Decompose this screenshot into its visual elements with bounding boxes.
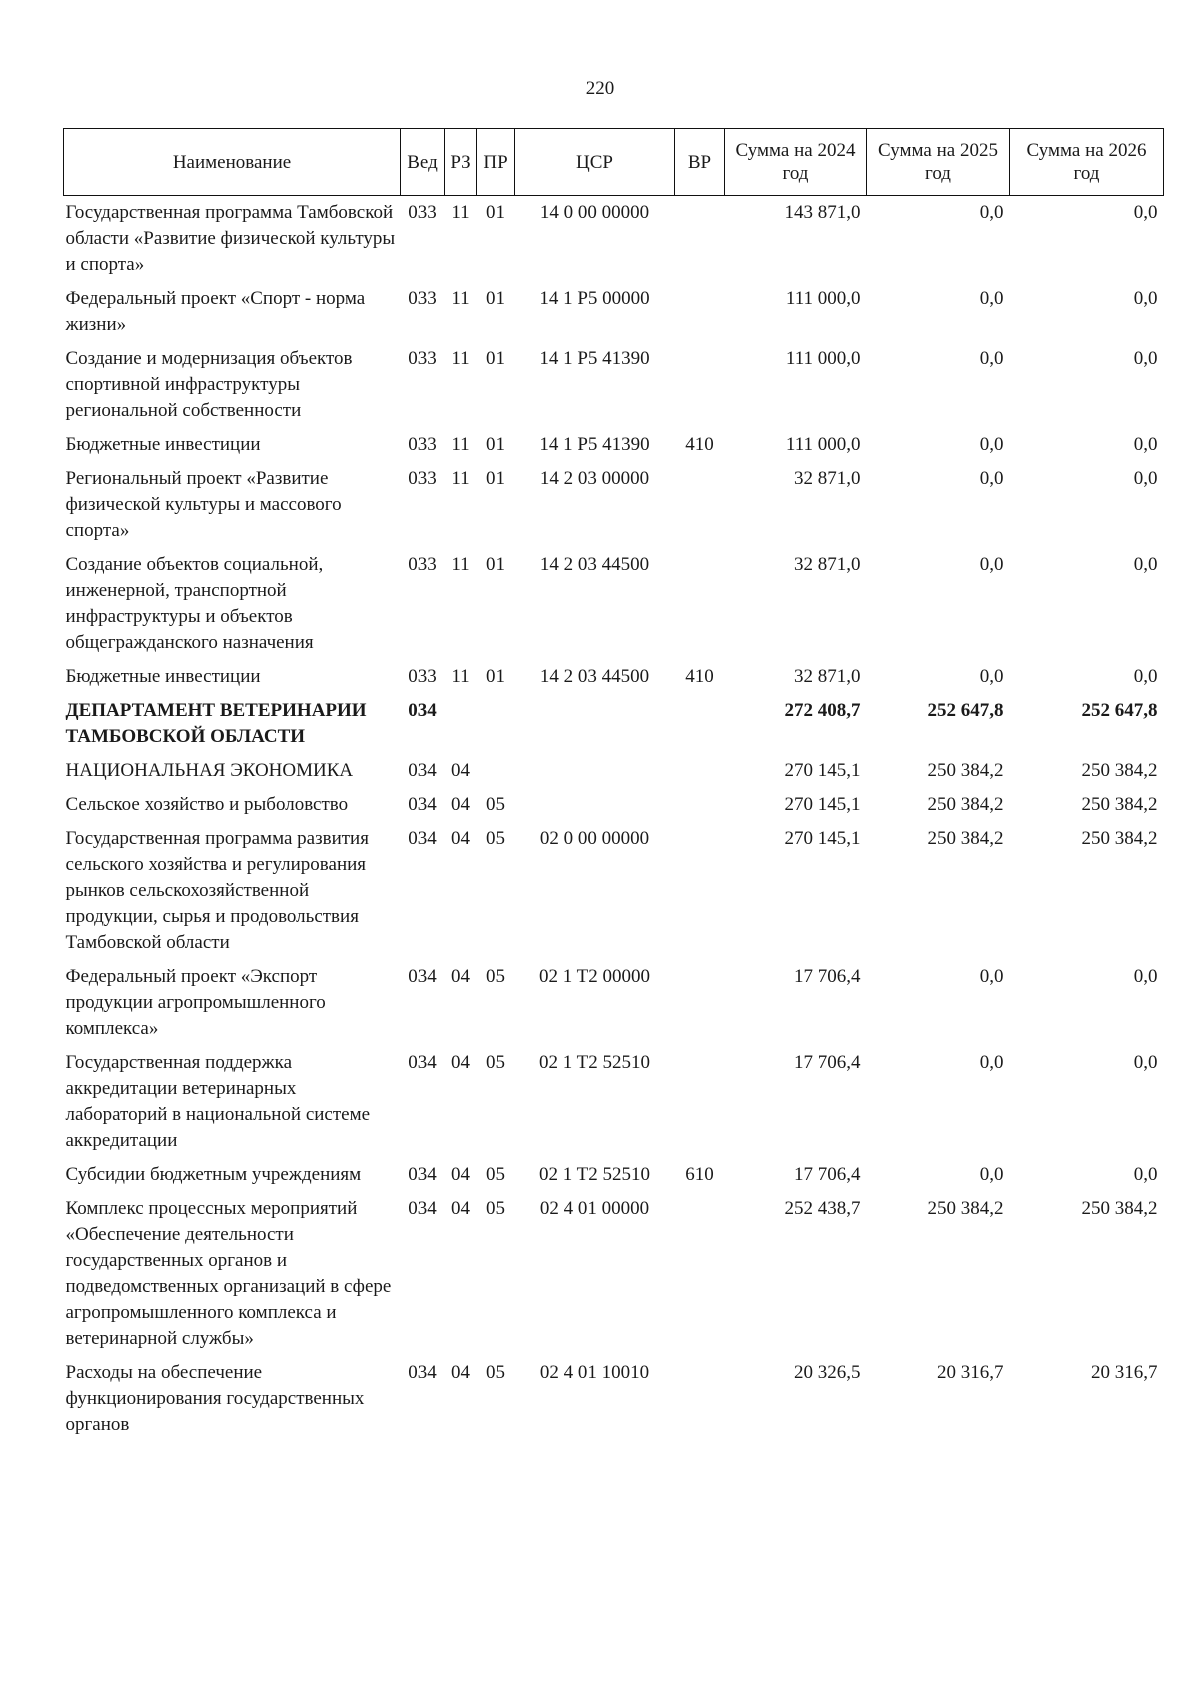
cell-rz: 11: [451, 434, 470, 455]
cell-ved: 034: [408, 1164, 437, 1185]
cell-csr: 02 1 T2 00000: [538, 966, 650, 987]
cell-name: Расходы на обеспечение функционирования государственных органов: [65, 1362, 365, 1435]
header-sum-2025: Сумма на 2025 год: [867, 129, 1010, 196]
header-name: Наименование: [64, 129, 401, 196]
cell-sum-2026: 252 647,8: [1081, 700, 1158, 721]
cell-csr: 14 1 P5 41390: [539, 434, 650, 455]
cell-sum-2025: 250 384,2: [927, 1198, 1004, 1219]
cell-rz: 04: [451, 794, 470, 815]
cell-rz: 11: [451, 288, 470, 309]
cell-csr: 02 4 01 10010: [539, 1362, 650, 1383]
cell-name: ДЕПАРТАМЕНТ ВЕТЕРИНАРИИ ТАМБОВСКОЙ ОБЛАСТИ: [65, 700, 367, 747]
cell-pr: 05: [486, 1198, 505, 1219]
cell-sum-2024: 111 000,0: [785, 348, 861, 369]
cell-ved: 033: [408, 666, 437, 687]
cell-ved: 034: [408, 828, 437, 849]
cell-ved: 033: [408, 288, 437, 309]
cell-name: Сельское хозяйство и рыболовство: [65, 794, 349, 815]
cell-rz: 04: [451, 828, 470, 849]
cell-ved: 034: [408, 700, 437, 721]
cell-sum-2025: 0,0: [979, 554, 1004, 575]
cell-sum-2025: 0,0: [979, 348, 1004, 369]
cell-ved: 033: [408, 468, 437, 489]
header-ved: Вед: [401, 129, 445, 196]
table-row: [64, 1192, 1164, 1356]
cell-sum-2024: 111 000,0: [785, 434, 861, 455]
cell-vr: [675, 1192, 725, 1356]
cell-rz: 04: [451, 1164, 470, 1185]
cell-pr: 01: [486, 666, 505, 687]
cell-sum-2024: 17 706,4: [794, 966, 861, 987]
cell-sum-2026: 0,0: [1133, 1052, 1158, 1073]
cell-rz: 04: [451, 1052, 470, 1073]
cell-csr: 02 1 T2 52510: [538, 1052, 650, 1073]
cell-csr: 14 2 03 00000: [539, 468, 650, 489]
table-body: [64, 196, 1164, 1443]
cell-pr: 01: [486, 434, 505, 455]
cell-csr: 14 2 03 44500: [539, 666, 650, 687]
table-row: [64, 428, 1164, 462]
cell-csr: 02 4 01 00000: [539, 1198, 650, 1219]
cell-vr: [675, 282, 725, 342]
cell-sum-2026: 0,0: [1133, 554, 1158, 575]
cell-sum-2026: 0,0: [1133, 434, 1158, 455]
table-row: [64, 822, 1164, 960]
cell-csr: 14 0 00 00000: [539, 202, 650, 223]
cell-sum-2025: 252 647,8: [927, 700, 1004, 721]
cell-vr: [675, 462, 725, 548]
cell-vr: 410: [685, 434, 714, 455]
cell-rz: 04: [451, 1198, 470, 1219]
cell-ved: 034: [408, 1198, 437, 1219]
cell-rz: 04: [451, 760, 470, 781]
page-number: 220: [585, 78, 615, 99]
cell-sum-2026: 0,0: [1133, 966, 1158, 987]
cell-rz: 11: [451, 666, 470, 687]
cell-vr: [675, 342, 725, 428]
cell-vr: [675, 548, 725, 660]
cell-vr: [675, 1356, 725, 1442]
cell-name: Государственная поддержка аккредитации ветеринарных лабораторий в национальной системе аккредитации: [65, 1052, 371, 1151]
cell-sum-2025: 20 316,7: [937, 1362, 1004, 1383]
cell-sum-2026: 0,0: [1133, 288, 1158, 309]
table-row: [64, 1356, 1164, 1442]
cell-sum-2024: 270 145,1: [784, 794, 861, 815]
cell-sum-2025: 0,0: [979, 468, 1004, 489]
cell-sum-2026: 0,0: [1133, 666, 1158, 687]
cell-sum-2024: 17 706,4: [794, 1164, 861, 1185]
cell-sum-2026: 250 384,2: [1081, 760, 1158, 781]
table-row: [64, 1158, 1164, 1192]
cell-name: Региональный проект «Развитие физической культуры и массового спорта»: [65, 468, 342, 541]
cell-sum-2025: 250 384,2: [927, 828, 1004, 849]
cell-csr: 14 1 P5 41390: [539, 348, 650, 369]
cell-csr: 02 0 00 00000: [539, 828, 650, 849]
cell-name: Государственная программа развития сельского хозяйства и регулирования рынков сельскохозяйственной продукции, сырья и продовольствия Тамбовской области: [65, 828, 369, 953]
cell-sum-2026: 20 316,7: [1091, 1362, 1158, 1383]
cell-sum-2024: 32 871,0: [794, 554, 861, 575]
cell-sum-2026: 0,0: [1133, 468, 1158, 489]
cell-pr: 05: [486, 794, 505, 815]
cell-csr: [515, 788, 675, 822]
cell-sum-2025: 0,0: [979, 1164, 1004, 1185]
cell-rz: 11: [451, 348, 470, 369]
cell-name: Государственная программа Тамбовской области «Развитие физической культуры и спорта»: [65, 202, 396, 275]
cell-sum-2025: 0,0: [979, 966, 1004, 987]
cell-vr: [675, 754, 725, 788]
table-row: [64, 342, 1164, 428]
cell-ved: 033: [408, 348, 437, 369]
table-header: [64, 129, 1164, 196]
table-row: [64, 754, 1164, 788]
cell-csr: [515, 754, 675, 788]
header-sum-2024: Сумма на 2024 год: [725, 129, 867, 196]
header-rz: РЗ: [445, 129, 477, 196]
cell-sum-2026: 250 384,2: [1081, 828, 1158, 849]
cell-pr: 01: [486, 554, 505, 575]
cell-ved: 034: [408, 966, 437, 987]
cell-sum-2026: 250 384,2: [1081, 794, 1158, 815]
cell-csr: [515, 694, 675, 754]
header-pr: ПР: [477, 129, 515, 196]
cell-name: Создание объектов социальной, инженерной, транспортной инфраструктуры и объектов общегражданского назначения: [65, 554, 324, 653]
cell-pr: 01: [486, 468, 505, 489]
cell-sum-2024: 272 408,7: [784, 700, 861, 721]
cell-ved: 034: [408, 794, 437, 815]
cell-name: Субсидии бюджетным учреждениям: [65, 1164, 362, 1185]
cell-name: Бюджетные инвестиции: [65, 434, 261, 455]
cell-rz: 11: [451, 468, 470, 489]
cell-sum-2026: 250 384,2: [1081, 1198, 1158, 1219]
cell-sum-2026: 0,0: [1133, 202, 1158, 223]
cell-sum-2024: 143 871,0: [784, 202, 861, 223]
cell-sum-2025: 250 384,2: [927, 794, 1004, 815]
cell-sum-2025: 0,0: [979, 288, 1004, 309]
cell-sum-2026: 0,0: [1133, 1164, 1158, 1185]
cell-pr: 01: [486, 288, 505, 309]
table-row: [64, 282, 1164, 342]
cell-pr: 05: [486, 828, 505, 849]
cell-pr: 01: [486, 202, 505, 223]
table-row: [64, 960, 1164, 1046]
cell-vr: [675, 694, 725, 754]
cell-vr: [675, 788, 725, 822]
cell-sum-2025: 0,0: [979, 1052, 1004, 1073]
cell-ved: 034: [408, 1052, 437, 1073]
cell-csr: 02 1 T2 52510: [538, 1164, 650, 1185]
cell-pr: [477, 694, 515, 754]
cell-pr: 05: [486, 1052, 505, 1073]
cell-ved: 034: [408, 760, 437, 781]
cell-vr: [675, 196, 725, 283]
cell-name: Комплекс процессных мероприятий «Обеспечение деятельности государственных органов и подведомственных организаций в сфере агропромышленного комплекса и ветеринарной службы»: [65, 1198, 392, 1349]
cell-vr: [675, 1046, 725, 1158]
cell-pr: 05: [486, 966, 505, 987]
cell-sum-2024: 270 145,1: [784, 828, 861, 849]
cell-csr: 14 1 P5 00000: [539, 288, 650, 309]
cell-rz: [445, 694, 477, 754]
cell-pr: [477, 754, 515, 788]
cell-sum-2024: 32 871,0: [794, 666, 861, 687]
cell-name: Федеральный проект «Спорт - норма жизни»: [65, 288, 366, 335]
cell-ved: 034: [408, 1362, 437, 1383]
cell-sum-2024: 111 000,0: [785, 288, 861, 309]
cell-name: НАЦИОНАЛЬНАЯ ЭКОНОМИКА: [65, 760, 354, 781]
header-vr: ВР: [675, 129, 725, 196]
cell-ved: 033: [408, 554, 437, 575]
table-row: [64, 548, 1164, 660]
cell-sum-2024: 252 438,7: [784, 1198, 861, 1219]
cell-name: Создание и модернизация объектов спортивной инфраструктуры региональной собственности: [65, 348, 353, 421]
table-row: [64, 660, 1164, 694]
cell-pr: 05: [486, 1164, 505, 1185]
cell-rz: 04: [451, 1362, 470, 1383]
cell-sum-2024: 17 706,4: [794, 1052, 861, 1073]
table-row: [64, 694, 1164, 754]
table-row: [64, 462, 1164, 548]
cell-pr: 01: [486, 348, 505, 369]
cell-rz: 04: [451, 966, 470, 987]
cell-sum-2025: 0,0: [979, 434, 1004, 455]
table-row: [64, 1046, 1164, 1158]
cell-sum-2024: 270 145,1: [784, 760, 861, 781]
cell-name: Федеральный проект «Экспорт продукции агропромышленного комплекса»: [65, 966, 326, 1039]
cell-sum-2025: 0,0: [979, 666, 1004, 687]
cell-vr: [675, 960, 725, 1046]
cell-ved: 033: [408, 202, 437, 223]
cell-vr: 610: [685, 1164, 714, 1185]
cell-sum-2024: 32 871,0: [794, 468, 861, 489]
cell-pr: 05: [486, 1362, 505, 1383]
cell-vr: 410: [685, 666, 714, 687]
table-row: [64, 788, 1164, 822]
budget-table: [63, 128, 1164, 1442]
header-csr: ЦСР: [515, 129, 675, 196]
cell-sum-2026: 0,0: [1133, 348, 1158, 369]
cell-sum-2025: 0,0: [979, 202, 1004, 223]
cell-sum-2025: 250 384,2: [927, 760, 1004, 781]
cell-name: Бюджетные инвестиции: [65, 666, 261, 687]
table-row: [64, 196, 1164, 283]
cell-rz: 11: [451, 554, 470, 575]
cell-vr: [675, 822, 725, 960]
cell-csr: 14 2 03 44500: [539, 554, 650, 575]
cell-ved: 033: [408, 434, 437, 455]
cell-rz: 11: [451, 202, 470, 223]
header-sum-2026: Сумма на 2026 год: [1010, 129, 1164, 196]
cell-sum-2024: 20 326,5: [794, 1362, 861, 1383]
